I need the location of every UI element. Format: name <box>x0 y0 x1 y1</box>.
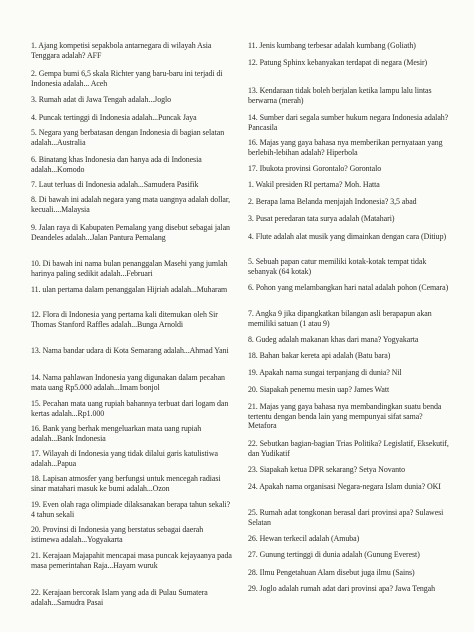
question-item: 7. Laut terluas di Indonesia adalah...Samudera Pasifik <box>31 180 199 189</box>
question-item: 11. ulan pertama dalam penanggalan Hijriah adalah...Muharam <box>31 285 228 294</box>
question-item: 6. Binatang khas Indonesia dan hanya ada di Indonesia adalah...Komodo <box>31 155 202 174</box>
question-item: 14. Sumber dari segala sumber hukum negara Indonesia adalah? Pancasila <box>248 113 449 132</box>
question-item: 21. Kerajaan Majapahit mencapai masa puncak kejayaanya pada masa pemerintahan Raja...Hayam wuruk <box>31 551 232 570</box>
question-item: 22. Kerajaan bercorak Islam yang ada di Pulau Sumatera adalah...Samudra Pasai <box>31 588 208 607</box>
question-item: 16. Majas yang gaya bahasa nya memberikan pernyataan yang berlebih-lebihan adalah? Hiperbola <box>248 138 443 157</box>
question-item: 28. Ilmu Pengetahuan Alam disebut juga ilmu (Sains) <box>248 568 415 577</box>
question-item: 10. Di bawah ini nama bulan penanggalan Masehi yang jumlah harinya paling sedikit adalah...Februari <box>31 259 228 278</box>
question-item: 17. Wilayah di Indonesia yang tidak dilalui garis katulistiwa adalah...Papua <box>31 449 218 468</box>
question-item: 5. Negara yang berbatasan dengan Indonesia di bagian selatan adalah...Australia <box>31 128 225 147</box>
question-item: 8. Gudeg adalah makanan khas dari mana? Yogyakarta <box>248 335 419 344</box>
question-item: 1. Wakil presiden RI pertama? Moh. Hatta <box>248 180 380 189</box>
question-item: 8. Di bawah ini adalah negara yang mata uangnya adalah dollar, kecuali....Malaysia <box>31 195 231 214</box>
question-item: 3. Rumah adat di Jawa Tengah adalah...Joglo <box>31 95 172 104</box>
question-item: 3. Pusat peredaran tata surya adalah (Matahari) <box>248 214 395 223</box>
question-item: 4. Puncak tertinggi di Indonesia adalah...Puncak Jaya <box>31 113 197 122</box>
question-item: 25. Rumah adat tongkonan berasal dari provinsi apa? Sulawesi Selatan <box>248 508 444 527</box>
question-item: 20. Provinsi di Indonesia yang berstatus sebagai daerah istimewa adalah...Yogyakarta <box>31 525 204 544</box>
question-item: 12. Patung Sphinx kebanyakan terdapat di negara (Mesir) <box>248 58 428 67</box>
question-item: 18. Lapisan atmosfer yang berfungsi untuk mencegah radiasi sinar matahari masuk ke bumi adalah...Ozon <box>31 474 221 493</box>
question-item: 1. Ajang kompetisi sepakbola antarnegara di wilayah Asia Tenggara adalah? AFF <box>31 41 212 60</box>
question-item: 13. Kendaraan tidak boleh berjalan ketika lampu lalu lintas berwarna (merah) <box>248 86 432 105</box>
question-item: 9. Jalan raya di Kabupaten Pemalang yang disebut sebagai jalan Deandeles adalah...Jalan Pantura Pemalang <box>31 223 230 242</box>
question-item: 19. Even olah raga olimpiade dilaksanakan berapa tahun sekali?4 tahun sekali <box>31 500 231 519</box>
question-item: 29. Joglo adalah rumah adat dari provinsi apa? Jawa Tengah <box>248 584 436 593</box>
question-item: 24. Apakah nama organisasi Negara-negara Islam dunia? OKI <box>248 482 441 491</box>
question-item: 19. Apakah nama sungai terpanjang di dunia? Nil <box>248 368 402 377</box>
question-item: 15. Pecahan mata uang rupiah bahannya terbuat dari logam dan kertas adalah...Rp1.000 <box>31 399 229 418</box>
question-item: 21. Majas yang gaya bahasa nya membandingkan suatu benda tertentu dengan benda lain yang mempunyai sifat sama? Metafora <box>248 402 442 431</box>
question-item: 27. Gunung tertinggi di dunia adalah (Gunung Everest) <box>248 550 420 559</box>
question-item: 5. Sebuah papan catur memiliki kotak-kotak tempat tidak sebanyak (64 kotak) <box>248 257 427 276</box>
question-item: 16. Bank yang berhak mengeluarkan mata uang rupiah adalah...Bank Indonesia <box>31 424 202 443</box>
question-item: 4. Flute adalah alat musik yang dimainkan dengan cara (Ditiup) <box>248 232 447 241</box>
question-item: 17. Ibukota provinsi Gorontalo? Gorontalo <box>248 164 382 173</box>
question-item: 2. Berapa lama Belanda menjajah Indonesia? 3,5 abad <box>248 197 417 206</box>
question-item: 22. Sebutkan bagian-bagian Trias Politika? Legislatif, Eksekutif, dan Yudikatif <box>248 439 449 458</box>
question-item: 20. Siapakah penemu mesin uap? James Watt <box>248 385 390 394</box>
question-item: 2. Gempa bumi 6,5 skala Richter yang baru-baru ini terjadi di Indonesia adalah... Aceh <box>31 69 223 88</box>
question-item: 6. Pohon yang melambangkan hari natal adalah pohon (Cemara) <box>248 283 449 292</box>
question-item: 13. Nama bandar udara di Kota Semarang adalah...Ahmad Yani <box>31 346 229 355</box>
question-item: 7. Angka 9 jika dipangkatkan bilangan asli berapapun akan memiliki satuan (1 atau 9) <box>248 309 432 328</box>
question-item: 26. Hewan terkecil adalah (Amuba) <box>248 534 360 543</box>
question-item: 11. Jenis kumbang terbesar adalah kumbang (Goliath) <box>248 41 416 50</box>
question-item: 14. Nama pahlawan Indonesia yang digunakan dalam pecahan mata uang Rp5.000 adalah...Imam bonjol <box>31 373 225 392</box>
question-item: 12. Flora di Indonesia yang pertama kali ditemukan oleh Sir Thomas Stanford Raffles adalah...Bunga Arnoldi <box>31 310 218 329</box>
question-item: 23. Siapakah ketua DPR sekarang? Setya Novanto <box>248 465 406 474</box>
question-item: 18. Bahan bakar kereta api adalah (Batu bara) <box>248 351 391 360</box>
